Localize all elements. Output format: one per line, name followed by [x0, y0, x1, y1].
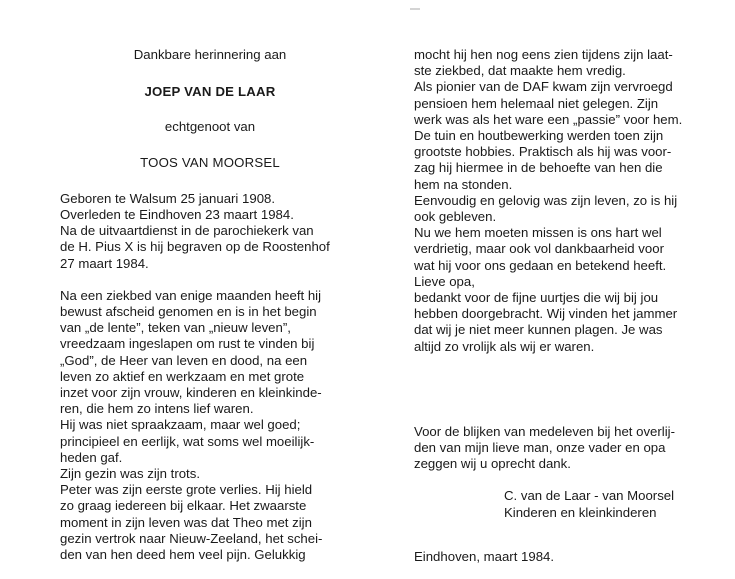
text-line: Overleden te Eindhoven 23 maart 1984. — [60, 207, 294, 223]
text-line: „God”, de Heer van leven en dood, na een — [60, 352, 308, 368]
text-line: Lieve opa, — [414, 273, 475, 289]
text-line: de H. Pius X is hij begraven op de Roostenhof — [60, 239, 330, 255]
biography-continued — [414, 47, 707, 355]
text-line: moment in zijn leven was dat Theo met zijn — [60, 514, 312, 530]
place-date: Eindhoven, maart 1984. — [414, 548, 555, 564]
text-line: principieel en eerlijk, wat soms wel moeilijk- — [60, 433, 315, 449]
text-line: ste ziekbed, dat maakte hem vredig. — [414, 63, 626, 79]
signature — [414, 488, 707, 520]
text-line: bedankt voor de fijne uurtjes die wij bij jou — [414, 290, 659, 306]
text-line: verdrietig, maar ook vol dankbaarheid voor — [414, 241, 664, 257]
text-line: Na de uitvaartdienst in de parochiekerk van — [60, 223, 314, 239]
text-line: Nu we hem moeten missen is ons hart wel — [414, 225, 662, 241]
text-line: 27 maart 1984. — [60, 255, 149, 271]
text-line: pensioen hem helemaal niet gelegen. Zijn — [414, 95, 659, 111]
text-line: van „de lente”, teken van „nieuw leven”, — [60, 320, 291, 336]
text-line: den van hen deed hem veel pijn. Gelukkig — [60, 547, 306, 563]
dedication: Dankbare herinnering aan — [133, 47, 287, 62]
text-line: den van mijn lieve man, onze vader en opa — [414, 440, 666, 456]
text-line: zag hij hiermee in de behoefte van hen die — [414, 160, 663, 176]
text-line: inzet voor zijn vrouw, kinderen en kleinkinde- — [60, 385, 322, 401]
signature-line: Kinderen en kleinkinderen — [504, 504, 657, 520]
text-line: hem na stonden. — [414, 176, 513, 192]
text-line: wat hij voor ons gedaan en betekend heeft. — [414, 257, 667, 273]
text-line: bewust afscheid genomen en is in het begin — [60, 304, 317, 320]
text-line: dat wij je niet meer kunnen plagen. Je was — [414, 322, 663, 338]
thanks-text — [414, 424, 707, 473]
right-column — [414, 47, 707, 565]
text-line: heden gaf. — [60, 449, 123, 465]
text-line: Voor de blijken van medeleven bij het overlij- — [414, 423, 675, 439]
text-line: Na een ziekbed van enige maanden heeft hij — [60, 287, 322, 303]
text-line: ren, die hem zo intens lief waren. — [60, 401, 254, 417]
scan-mark — [410, 8, 420, 10]
biography-text — [60, 288, 360, 563]
text-line: Zijn gezin was zijn trots. — [60, 466, 200, 482]
spouse-name: TOOS VAN MOORSEL — [140, 154, 280, 170]
text-line: altijd zo vrolijk als wij er waren. — [414, 338, 595, 354]
deceased-name: JOEP VAN DE LAAR — [144, 84, 276, 100]
text-line: vreedzaam ingeslapen om rust te vinden bij — [60, 336, 315, 352]
left-column — [60, 47, 360, 563]
text-line: leven zo aktief en werkzaam en met grote — [60, 368, 305, 384]
text-line: De tuin en houtbewerking werden toen zijn — [414, 128, 664, 144]
text-line: mocht hij hen nog eens zien tijdens zijn laat- — [414, 47, 673, 62]
spouse-label: echtgenoot van — [164, 119, 256, 135]
life-facts — [60, 191, 360, 272]
text-line: werk was als het ware een „passie” voor hem. — [414, 111, 683, 127]
text-line: zo graag iedereen bij elkaar. Het zwaarste — [60, 498, 307, 514]
text-line: Hij was niet spraakzaam, maar wel goed; — [60, 417, 301, 433]
text-line: Eenvoudig en gelovig was zijn leven, zo is hij — [414, 192, 678, 208]
text-line: Als pionier van de DAF kwam zijn vervroegd — [414, 79, 673, 95]
text-line: Geboren te Walsum 25 januari 1908. — [60, 190, 276, 206]
signature-line: C. van de Laar - van Moorsel — [504, 488, 675, 504]
text-line: ook gebleven. — [414, 209, 497, 225]
text-line: Peter was zijn eerste grote verlies. Hij hield — [60, 482, 313, 498]
text-line: gezin vertrok naar Nieuw-Zeeland, het schei- — [60, 530, 323, 546]
text-line: zeggen wij u oprecht dank. — [414, 456, 571, 472]
text-line: grootste hobbies. Praktisch als hij was voor- — [414, 144, 672, 160]
text-line: hebben doorgebracht. Wij vinden het jammer — [414, 306, 678, 322]
